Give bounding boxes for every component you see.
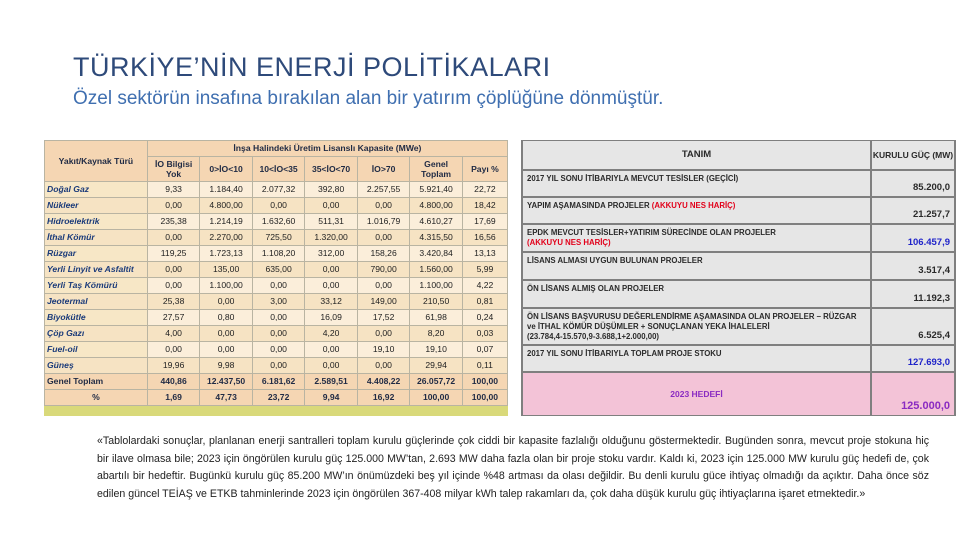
- group-header: İnşa Halindeki Üretim Lisanslı Kapasite (MWe): [147, 141, 507, 157]
- table-cell: 1.632,60: [252, 214, 305, 230]
- row-label: Yerli Linyit ve Asfaltit: [45, 262, 148, 278]
- col-header: 10<İO<35: [252, 157, 305, 182]
- table-cell: 3.420,84: [410, 246, 463, 262]
- table-cell: 392,80: [305, 182, 358, 198]
- col-header: İO Bilgisi Yok: [147, 157, 200, 182]
- table-cell: 0,07: [462, 342, 507, 358]
- installed-capacity-row: [521, 224, 956, 252]
- row-label: Jeotermal: [45, 294, 148, 310]
- table-cell: 1.100,00: [200, 278, 253, 294]
- table-cell: 100,00: [410, 390, 463, 406]
- row-label: [523, 373, 870, 415]
- table-row: [45, 262, 508, 278]
- row-label-text: 2017 YIL SONU İTİBARIYLA TOPLAM PROJE STOKU: [527, 349, 722, 358]
- table-cell: 4.610,27: [410, 214, 463, 230]
- table-cell: 4.315,50: [410, 230, 463, 246]
- installed-capacity-row: [521, 372, 956, 416]
- row-label: Genel Toplam: [45, 374, 148, 390]
- table-cell: 0,11: [462, 358, 507, 374]
- table-cell: 2.257,55: [357, 182, 410, 198]
- row-label: [523, 198, 870, 223]
- table-cell: 1.214,19: [200, 214, 253, 230]
- table-cell: 0,00: [147, 198, 200, 214]
- table-cell: 6.181,62: [252, 374, 305, 390]
- table-cell: 0,00: [357, 358, 410, 374]
- row-label-text: EPDK MEVCUT TESİSLER+YATIRIM SÜRECİNDE OLAN PROJELER: [527, 228, 776, 237]
- row-label-note: (AKKUYU NES HARİÇ): [651, 201, 736, 210]
- table-cell: 12.437,50: [200, 374, 253, 390]
- table-cell: 511,31: [305, 214, 358, 230]
- row-label: Fuel-oil: [45, 342, 148, 358]
- table-cell: 27,57: [147, 310, 200, 326]
- row-label: Güneş: [45, 358, 148, 374]
- table-cell: 16,09: [305, 310, 358, 326]
- row-value: 21.257,7: [872, 198, 954, 223]
- row-label: Hidroelektrik: [45, 214, 148, 230]
- row-value: 85.200,0: [872, 171, 954, 196]
- capacity-table: [44, 140, 508, 416]
- table-cell: 9,98: [200, 358, 253, 374]
- row-label: Yerli Taş Kömürü: [45, 278, 148, 294]
- table-cell: 0,00: [357, 278, 410, 294]
- table-cell: 4.408,22: [357, 374, 410, 390]
- table-cell: 4.800,00: [200, 198, 253, 214]
- table-cell: 0,00: [147, 342, 200, 358]
- row-label: Nükleer: [45, 198, 148, 214]
- row-label-note: (AKKUYU NES HARİÇ): [527, 238, 611, 247]
- page-subtitle: Özel sektörün insafına bırakılan alan bir yatırım çöplüğüne dönmüştür.: [73, 88, 664, 109]
- table-cell: 23,72: [252, 390, 305, 406]
- table-cell: 29,94: [410, 358, 463, 374]
- table-cell: 0,00: [200, 342, 253, 358]
- table-row: [45, 294, 508, 310]
- table-cell: 0,00: [305, 358, 358, 374]
- table-cell: 5,99: [462, 262, 507, 278]
- table-cell: 0,00: [305, 198, 358, 214]
- table-cell: 0,03: [462, 326, 507, 342]
- table-cell: 17,52: [357, 310, 410, 326]
- table-cell: 18,42: [462, 198, 507, 214]
- table-cell: 17,69: [462, 214, 507, 230]
- table-cell: 4,22: [462, 278, 507, 294]
- row-label-formula: (23.784,4-15.570,9-3.688,1+2.000,00): [527, 332, 660, 341]
- table-cell: 0,00: [305, 342, 358, 358]
- header-tanim: TANIM: [523, 141, 870, 169]
- table-cell: 0,00: [147, 278, 200, 294]
- total-row: [45, 374, 508, 390]
- installed-capacity-row: [521, 252, 956, 280]
- row-label-text: 2023 HEDEFİ: [670, 389, 723, 399]
- table-row: [45, 230, 508, 246]
- table-cell: 0,00: [147, 230, 200, 246]
- row-label: %: [45, 390, 148, 406]
- table-cell: 119,25: [147, 246, 200, 262]
- table-cell: 0,00: [357, 326, 410, 342]
- table-cell: 16,92: [357, 390, 410, 406]
- row-label: Biyokütle: [45, 310, 148, 326]
- table-cell: 725,50: [252, 230, 305, 246]
- table-cell: 19,10: [410, 342, 463, 358]
- row-label: [523, 309, 870, 344]
- installed-capacity-row: [521, 345, 956, 372]
- header-kurulu-guc: KURULU GÜÇ (MW): [872, 141, 954, 169]
- table-cell: 0,00: [252, 198, 305, 214]
- table-cell: 0,00: [200, 294, 253, 310]
- installed-capacity-row: [521, 197, 956, 224]
- table-row: [45, 310, 508, 326]
- row-label: Rüzgar: [45, 246, 148, 262]
- table-cell: 1.184,40: [200, 182, 253, 198]
- row-label-text: LİSANS ALMASI UYGUN BULUNAN PROJELER: [527, 256, 703, 265]
- table-cell: 22,72: [462, 182, 507, 198]
- table-cell: 5.921,40: [410, 182, 463, 198]
- table-cell: 16,56: [462, 230, 507, 246]
- table-cell: 0,00: [252, 342, 305, 358]
- table-cell: 2.270,00: [200, 230, 253, 246]
- table-cell: 0,00: [252, 326, 305, 342]
- row-label: [523, 171, 870, 196]
- table-cell: 19,10: [357, 342, 410, 358]
- table-cell: 4,20: [305, 326, 358, 342]
- row-value: 127.693,0: [872, 346, 954, 371]
- row-label-text: YAPIM AŞAMASINDA PROJELER: [527, 201, 650, 210]
- table-row: [45, 214, 508, 230]
- col-header-fuel-type: Yakıt/Kaynak Türü: [45, 141, 148, 182]
- table-cell: 1.560,00: [410, 262, 463, 278]
- percent-row: [45, 390, 508, 406]
- row-label: [523, 281, 870, 307]
- row-label: [523, 225, 870, 251]
- col-header: Payı %: [462, 157, 507, 182]
- row-label: Çöp Gazı: [45, 326, 148, 342]
- installed-capacity-header: [521, 140, 956, 170]
- table-cell: 0,00: [305, 262, 358, 278]
- table-cell: 8,20: [410, 326, 463, 342]
- table-cell: 47,73: [200, 390, 253, 406]
- row-label: Doğal Gaz: [45, 182, 148, 198]
- capacity-table-grid: [44, 140, 508, 406]
- table-cell: 790,00: [357, 262, 410, 278]
- table-cell: 0,81: [462, 294, 507, 310]
- table-row: [45, 182, 508, 198]
- table-cell: 2.589,51: [305, 374, 358, 390]
- table-cell: 149,00: [357, 294, 410, 310]
- row-label-text: 2017 YIL SONU İTİBARIYLA MEVCUT TESİSLER (GEÇİCİ): [527, 174, 739, 183]
- table-cell: 26.057,72: [410, 374, 463, 390]
- row-value: 106.457,9: [872, 225, 954, 251]
- table-cell: 135,00: [200, 262, 253, 278]
- row-value: 6.525,4: [872, 309, 954, 344]
- table-cell: 0,00: [200, 326, 253, 342]
- table-row: [45, 278, 508, 294]
- table-cell: 0,00: [305, 278, 358, 294]
- table-cell: 1.723,13: [200, 246, 253, 262]
- table-cell: 3,00: [252, 294, 305, 310]
- col-header: 35<İO<70: [305, 157, 358, 182]
- table-cell: 100,00: [462, 374, 507, 390]
- table-row: [45, 358, 508, 374]
- table-cell: 0,00: [252, 278, 305, 294]
- table-cell: 0,00: [252, 310, 305, 326]
- table-cell: 1.108,20: [252, 246, 305, 262]
- table-cell: 61,98: [410, 310, 463, 326]
- table-cell: 1.100,00: [410, 278, 463, 294]
- table-cell: 158,26: [357, 246, 410, 262]
- row-value: 125.000,0: [872, 373, 954, 415]
- table-cell: 0,00: [357, 230, 410, 246]
- row-value: 3.517,4: [872, 253, 954, 279]
- table-row: [45, 198, 508, 214]
- page-title: TÜRKİYE’NİN ENERJİ POLİTİKALARI: [73, 52, 551, 82]
- table-cell: 2.077,32: [252, 182, 305, 198]
- table-cell: 9,94: [305, 390, 358, 406]
- table-cell: 0,80: [200, 310, 253, 326]
- col-header: Genel Toplam: [410, 157, 463, 182]
- table-cell: 210,50: [410, 294, 463, 310]
- table-cell: 13,13: [462, 246, 507, 262]
- row-value: 11.192,3: [872, 281, 954, 307]
- row-label-text: ÖN LİSANS ALMIŞ OLAN PROJELER: [527, 284, 665, 293]
- table-cell: 440,86: [147, 374, 200, 390]
- table-cell: 0,00: [252, 358, 305, 374]
- quote-paragraph: «Tablolardaki sonuçlar, planlanan enerji santralleri toplam kurulu güçlerinde çok ciddi bir kapasite fazlalığı olduğunu göstermektedir. Bugünden sonra, mevcut proje stokuna hiç bir ilave olmasa bile; 2023 için öngörülen kurulu güç 125.000 MW’tan, 2.693 MW daha fazla olan bir proje stoku vardır. Kaldı ki, 2023 için 125.000 MW kurulu güç hedefi de, çok abartılı bir hedeftir. Bugünkü kurulu güç 85.200 MW’ın önümüzdeki beş yıl içinde %48 artması da olası değildir. Bu denli kurulu güce ihtiyaç olmadığı da açıktır. Daha önce söz edilen güncel TEİAŞ ve ETKB tahminlerinde 2023 için öngörülen 367-408 milyar kWh talep rakamları da, çok daha düşük kurulu güç ihtiyaçlarına işaret etmektedir.»: [97, 435, 929, 500]
- table-cell: 25,38: [147, 294, 200, 310]
- installed-capacity-row: [521, 308, 956, 345]
- row-label: İthal Kömür: [45, 230, 148, 246]
- table-row: [45, 246, 508, 262]
- installed-capacity-row: [521, 280, 956, 308]
- table-cell: 33,12: [305, 294, 358, 310]
- table-cell: 9,33: [147, 182, 200, 198]
- installed-capacity-row: [521, 170, 956, 197]
- table-cell: 235,38: [147, 214, 200, 230]
- table-cell: 100,00: [462, 390, 507, 406]
- table-cell: 1.016,79: [357, 214, 410, 230]
- col-header: 0>İO<10: [200, 157, 253, 182]
- table-cell: 0,24: [462, 310, 507, 326]
- table-row: [45, 326, 508, 342]
- col-header: İO>70: [357, 157, 410, 182]
- table-cell: 19,96: [147, 358, 200, 374]
- table-cell: 1.320,00: [305, 230, 358, 246]
- table-cell: 4.800,00: [410, 198, 463, 214]
- table-cell: 312,00: [305, 246, 358, 262]
- row-label: [523, 253, 870, 279]
- table-cell: 1,69: [147, 390, 200, 406]
- table-cell: 4,00: [147, 326, 200, 342]
- installed-capacity-table: [521, 140, 956, 416]
- row-label-text: ÖN LİSANS BAŞVURUSU DEĞERLENDİRME AŞAMASINDA OLAN PROJELER – RÜZGAR ve İTHAL KÖMÜR DÜŞÜMLER + SONUÇLANAN YEKA İHALELERİ: [527, 312, 857, 331]
- table-row: [45, 342, 508, 358]
- row-label: [523, 346, 870, 371]
- table-cell: 0,00: [357, 198, 410, 214]
- table-cell: 635,00: [252, 262, 305, 278]
- table-cell: 0,00: [147, 262, 200, 278]
